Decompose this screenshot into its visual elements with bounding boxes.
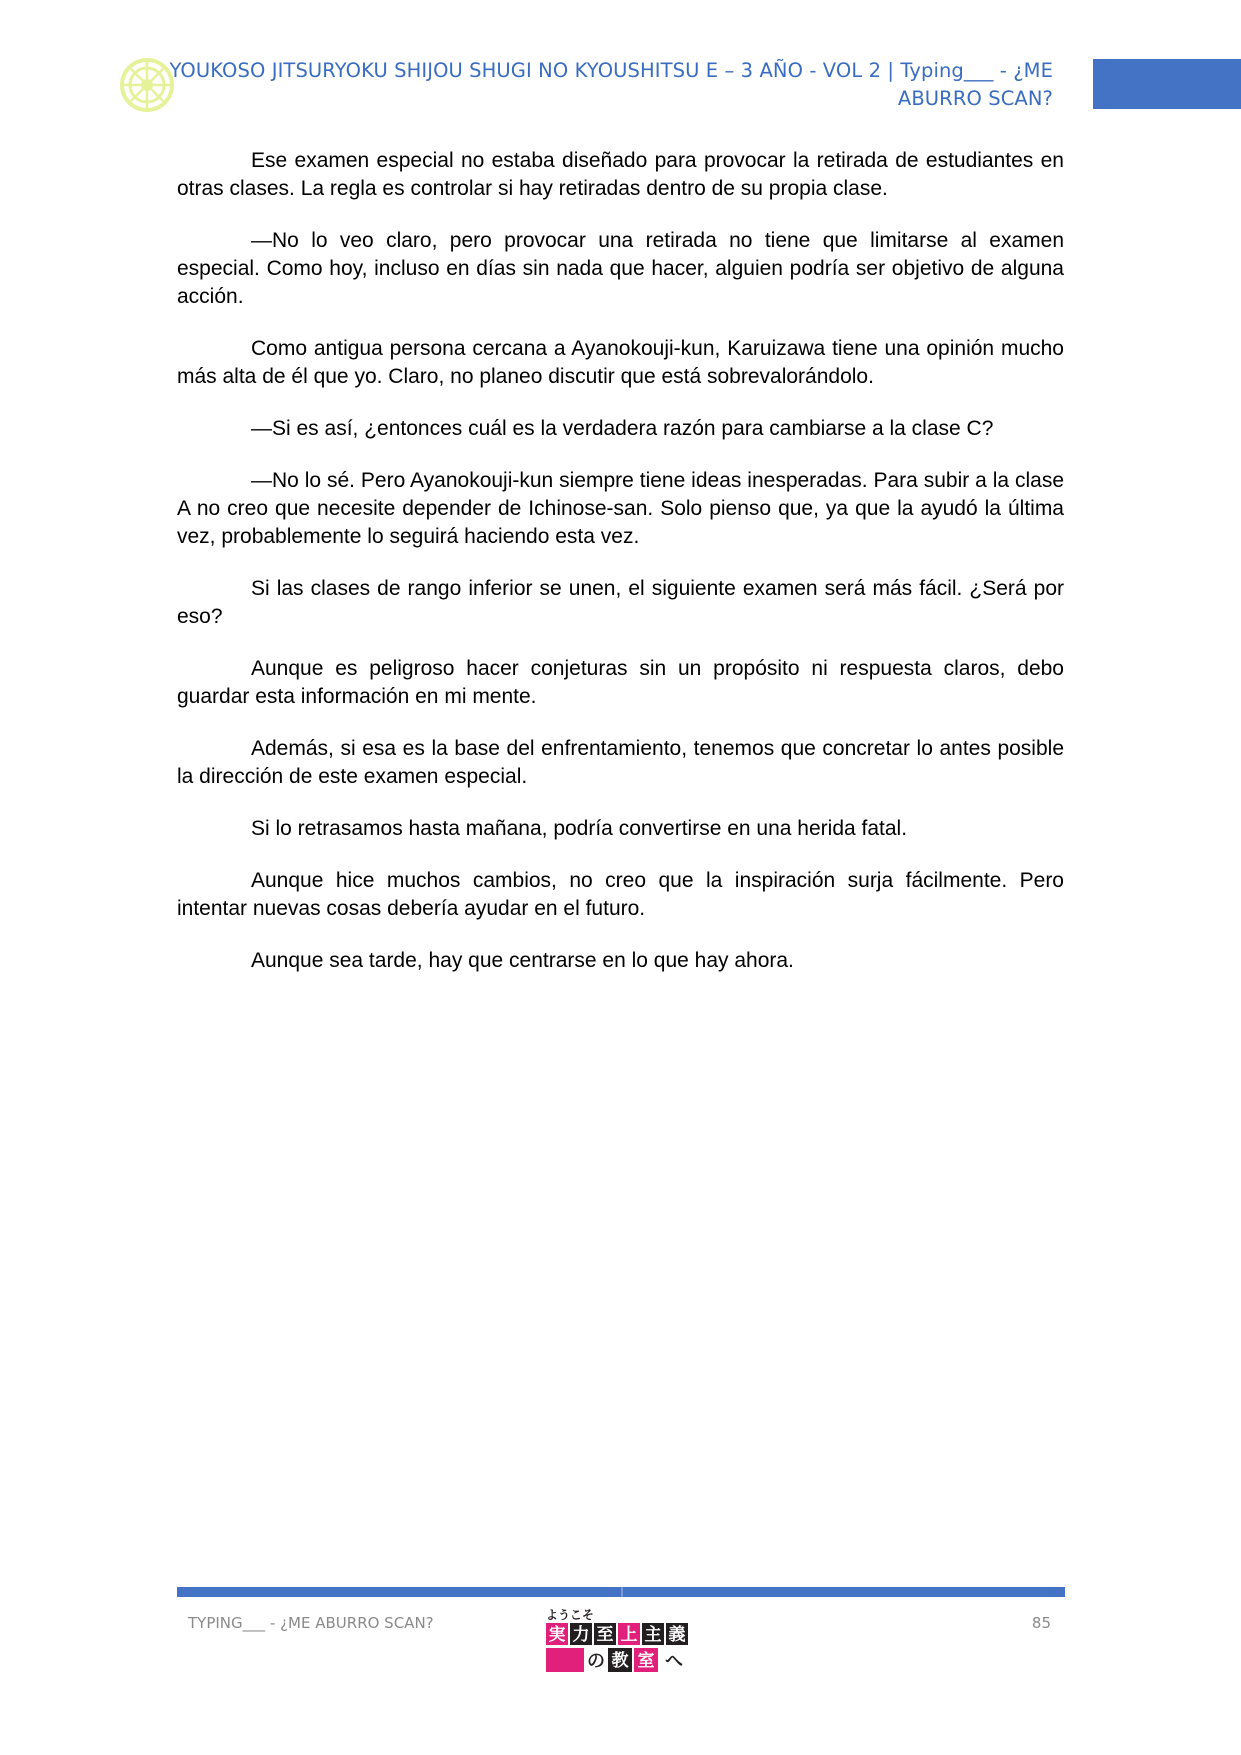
paragraph: Si lo retrasamos hasta mañana, podría convertirse en una herida fatal.	[251, 817, 908, 840]
series-logo-kana: ようこそ	[546, 1608, 595, 1622]
page-number: 85	[1031, 1614, 1051, 1632]
paragraph: Si las clases de rango inferior se unen, el siguiente examen será más fácil. ¿Será por eso?	[177, 577, 1064, 628]
paragraph: —Si es así, ¿entonces cuál es la verdadera razón para cambiarse a la clase C?	[251, 417, 994, 440]
running-header-line-1: YOUKOSO JITSURYOKU SHIJOU SHUGI NO KYOUSHITSU E – 3 AÑO - VOL 2 | Typing___ - ¿ME	[169, 59, 1053, 82]
paragraph: Aunque es peligroso hacer conjeturas sin un propósito ni respuesta claros, debo guardar esta información en mi mente.	[177, 657, 1064, 708]
svg-text:至: 至	[596, 1625, 614, 1645]
footer-rule	[177, 1587, 1065, 1597]
svg-text:教: 教	[611, 1651, 629, 1671]
page-body	[177, 147, 1064, 999]
svg-text:義: 義	[668, 1625, 686, 1645]
paragraph: Aunque hice muchos cambios, no creo que la inspiración surja fácilmente. Pero intentar nuevas cosas debería ayudar en el futuro.	[177, 869, 1064, 920]
footer-credit: TYPING___ - ¿ME ABURRO SCAN?	[188, 1614, 434, 1632]
series-logo-row-1	[546, 1623, 688, 1645]
paragraph: Además, si esa es la base del enfrentamiento, tenemos que concretar lo antes posible la dirección de este examen especial.	[177, 737, 1064, 788]
svg-text:力: 力	[572, 1625, 590, 1645]
paragraph: —No lo sé. Pero Ayanokouji-kun siempre tiene ideas inesperadas. Para subir a la clase A no creo que necesite depender de Ichinose-san. Solo pienso que, ya que la ayudó la última vez, probablemente lo seguirá haciendo esta vez.	[177, 469, 1064, 548]
series-logo-row-2	[546, 1648, 683, 1672]
svg-text:上: 上	[620, 1625, 638, 1645]
header-accent-bar	[1093, 59, 1241, 109]
svg-text:実: 実	[548, 1625, 566, 1645]
series-logo	[544, 1606, 696, 1676]
running-header-line-2: ABURRO SCAN?	[897, 87, 1053, 110]
paragraph: Ese examen especial no estaba diseñado para provocar la retirada de estudiantes en otras clases. La regla es controlar si hay retiradas dentro de su propia clase.	[177, 149, 1064, 200]
svg-text:へ: へ	[665, 1651, 683, 1672]
paragraph: Como antigua persona cercana a Ayanokouji-kun, Karuizawa tiene una opinión mucho más alta de él que yo. Claro, no planeo discutir que está sobrevalorándolo.	[177, 337, 1064, 388]
paragraph: Aunque sea tarde, hay que centrarse en lo que hay ahora.	[251, 949, 794, 972]
paragraph: —No lo veo claro, pero provocar una retirada no tiene que limitarse al examen especial. Como hoy, incluso en días sin nada que hacer, alguien podría ser objetivo de alguna acción.	[177, 229, 1064, 308]
svg-text:主: 主	[644, 1625, 662, 1645]
running-header-title	[153, 57, 1053, 113]
svg-text:の: の	[587, 1651, 605, 1672]
svg-text:室: 室	[637, 1651, 655, 1671]
